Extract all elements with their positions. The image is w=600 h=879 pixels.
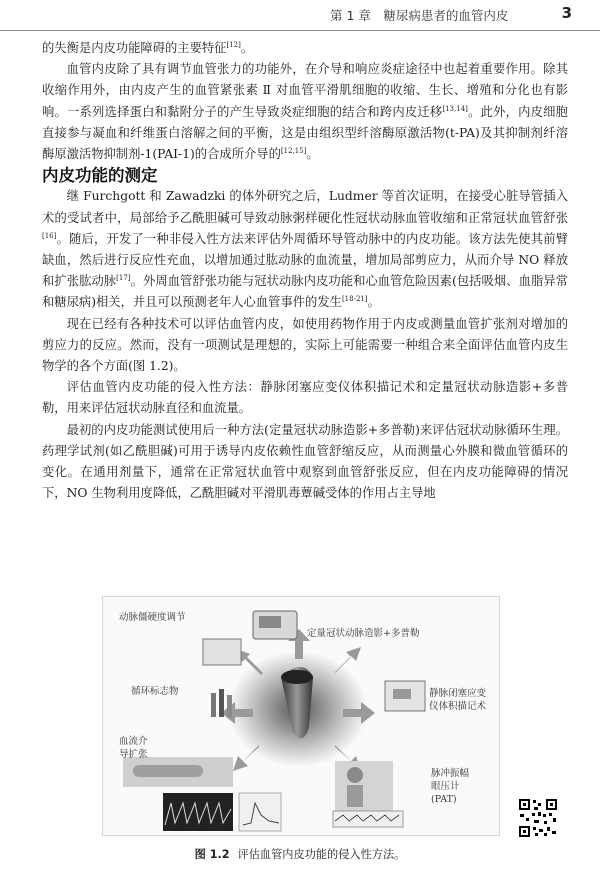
label-line: 静脉闭塞应变 [429, 688, 487, 699]
label-line: 血流介 [119, 736, 148, 747]
device-screen [259, 616, 281, 628]
arrow-downleft [233, 745, 259, 771]
paragraph [42, 59, 568, 165]
text-run: 的失衡是内皮功能障碍的主要特征 [42, 41, 227, 55]
text-run: 。外周血管舒张功能与冠状动脉内皮功能和心血管危险因素(包括吸烟、血脂异常和糖尿病)相关，并且可以预测老年人心血管事件的发生 [42, 274, 568, 310]
section-heading: 内皮功能的测定 [42, 166, 158, 186]
citation: [13,14] [442, 104, 468, 113]
citation: [17] [116, 274, 131, 283]
label-line: 脉冲振幅 [431, 768, 470, 779]
caption-text: 评估血管内皮功能的侵入性方法。 [237, 848, 406, 861]
label-line: 导扩张 [119, 749, 148, 760]
person-head [347, 767, 363, 783]
label-flow-mediated [119, 735, 148, 761]
vessel-lumen [281, 670, 313, 684]
doppler-waveform [163, 793, 233, 831]
arm-shape [133, 765, 203, 777]
body-text [42, 38, 568, 504]
citation: [18-21] [341, 295, 368, 304]
citation: [16] [42, 231, 57, 240]
text-run: 。随后，开发了一种非侵入性方法来评估外周循环导管动脉中的内皮功能。该方法先使其前臂缺血，然后进行反应性充血，以增加通过肱动脉的血流量，增加局部剪应力，从而介导 NO 释放和扩张肱动脉 [42, 231, 568, 289]
text-run: 继 Furchgott 和 Zawadzki 的体外研究之后，Ludmer 等首次证明，在接受心脏导管插入术的受试者中，局部给予乙酰胆碱可导致动脉粥样硬化性冠状动脉血管收缩和正常冠状血管舒张 [42, 189, 568, 225]
text-run: 。 [367, 295, 380, 310]
monitor-device [203, 639, 241, 665]
citation: [12] [226, 41, 241, 49]
label-line: 眼压计 [431, 781, 460, 792]
paragraph: 评估血管内皮功能的侵入性方法：静脉闭塞应变仪体积描记术和定量冠状动脉造影+多普勒，用来评估冠状动脉直径和血流量。 [42, 380, 568, 416]
running-head [0, 0, 600, 31]
pat-trace [333, 811, 403, 827]
text-run: 。 [306, 147, 319, 162]
paragraph: 最初的内皮功能测试使用后一种方法(定量冠状动脉造影+多普勒)来评估冠状动脉循环生理。药理学试剂(如乙酰胆碱)可用于诱导内皮依赖性血管舒缩反应，从而测量心外膜和微血管循环的变化。在通用剂量下，通常在正常冠状血管中观察到血管舒张反应，但在内皮功能障碍的情况下，NO 生物利用度降低，乙酰胆碱对平滑肌毒蕈碱受体的作用占主导地 [42, 422, 568, 501]
person-body [347, 785, 363, 807]
caption-number: 图 1.2 [194, 848, 230, 861]
figure-caption [0, 846, 600, 862]
label-arterial-stiffness: 动脉僵硬度调节 [119, 612, 186, 623]
paragraph [42, 38, 568, 59]
label-line: 仪体积描记术 [429, 701, 487, 712]
label-circulating-markers: 循环标志物 [131, 686, 179, 697]
citation: [12,15] [280, 147, 307, 156]
text-run: 血管内皮除了具有调节血管张力的功能外，在介导和响应炎症途径中也起着重要作用。除其收缩作用外，由内皮产生的血管紧张素 Ⅱ 对血管平滑肌细胞的收缩、生长、增殖和分化也有影响。一系列选择蛋白和黏附分子的产生导致炎症细胞的结合和跨内皮迁移 [42, 62, 568, 119]
pleth-screen [393, 689, 411, 699]
text-run: 。 [240, 41, 254, 55]
page-number: 3 [561, 4, 572, 22]
paragraph: 现在已经有各种技术可以评估血管内皮，如使用药物作用于内皮或测量血管扩张剂对增加的剪应力的反应。然而，没有一项测试是理想的，实际上可能需要一种组合来全面评估血管内皮生物学的各个方面(图 1.2)。 [42, 316, 568, 374]
label-venous-plethysmography [429, 687, 486, 713]
blood-tubes [211, 689, 232, 717]
chapter-title: 第 1 章 糖尿病患者的血管内皮 [330, 8, 509, 23]
label-qca-doppler: 定量冠状动脉造影+多普勒 [307, 628, 420, 639]
text-run: 。此外，内皮细胞直接参与凝血和纤维蛋白溶解之间的平衡，这是由组织型纤溶酶原激活物(t-PA)及其抑制剂纤溶酶原激活物抑制剂-1(PAI-1)的合成所介导的 [42, 104, 568, 162]
pat-photo [335, 761, 393, 811]
label-line: (PAT) [431, 794, 457, 805]
paragraph [42, 186, 568, 313]
qr-code-icon[interactable] [518, 798, 558, 838]
label-pat [431, 767, 469, 806]
figure-1-2 [102, 596, 500, 836]
